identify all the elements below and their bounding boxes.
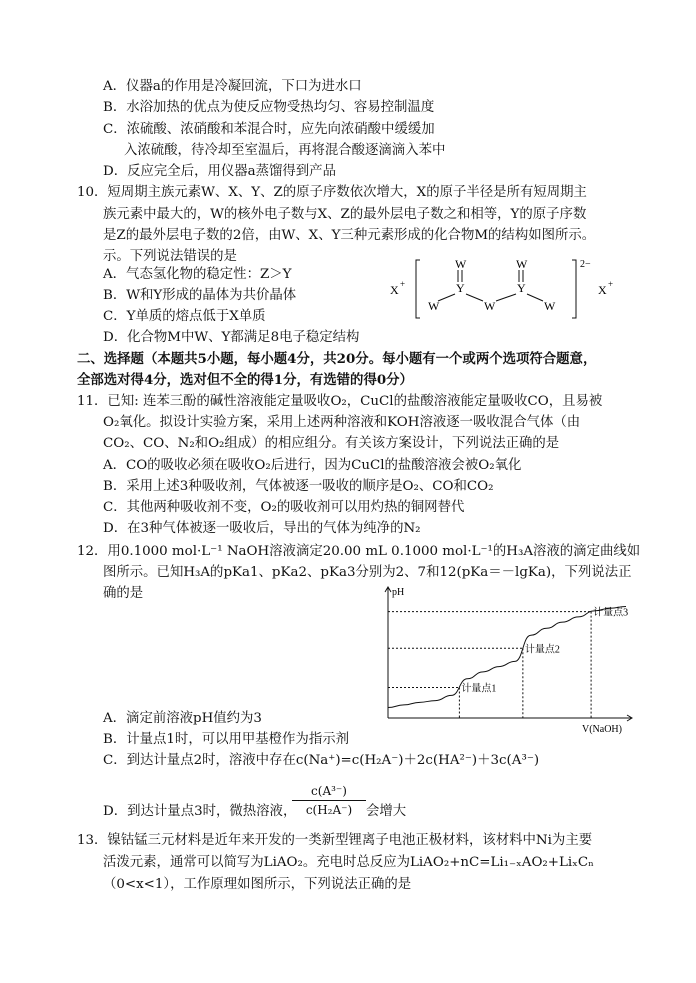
- q13-stem-line2: 活泼元素，通常可以简写为LiAO₂。充电时总反应为LiAO₂+nC=Li₁₋ₓAO₂+LiₓCₙ: [103, 855, 594, 870]
- fraction-numerator: c(A³⁻): [292, 784, 366, 801]
- q11-option-d: D．在3种气体被逐一吸收后，导出的气体为纯净的N₂: [103, 521, 421, 536]
- atom-y-left: Y: [456, 281, 465, 295]
- atom-y-right: Y: [517, 281, 526, 295]
- cation-right: X: [598, 283, 607, 297]
- q9-option-a: A．仪器a的作用是冷凝回流，下口为进水口: [103, 79, 362, 94]
- q9-option-c: C．浓硫酸、浓硝酸和苯混合时，应先向浓硝酸中缓缓加: [103, 122, 435, 137]
- titration-curve: [388, 606, 629, 707]
- bond-y-w-right: [527, 294, 543, 301]
- x-axis-label: V(NaOH): [582, 724, 622, 735]
- q12-stem-line3: 确的是: [103, 586, 144, 601]
- q9-option-c-cont: 入浓硫酸，待冷却至室温后，再将混合酸逐滴滴入苯中: [124, 143, 446, 158]
- compound-m-structure: [386, 256, 626, 326]
- q10-stem-line4: 示。下列说法错误的是: [103, 249, 237, 264]
- equivalence-label-1: 计量点1: [461, 683, 497, 695]
- q12-stem-line1: 12．用0.1000 mol·L⁻¹ NaOH溶液滴定20.00 mL 0.1000 mol·L⁻¹的H₃A溶液的滴定曲线如: [77, 544, 641, 559]
- titration-chart: [378, 586, 638, 735]
- q10-stem-line2: 族元素中最大的，W的核外电子数与X、Z的最外层电子数之和相等，Y的原子序数: [103, 207, 587, 222]
- atom-w-top-left: W: [455, 257, 467, 271]
- q11-option-b: B．采用上述3种吸收剂，气体被逐一吸收的顺序是O₂、CO和CO₂: [103, 479, 494, 494]
- right-bracket: [572, 260, 576, 318]
- y-axis-label: pH: [392, 587, 405, 598]
- q10-option-c: C．Y单质的熔点低于X单质: [103, 309, 266, 324]
- q12-option-d: D．到达计量点3时，微热溶液，: [103, 804, 297, 819]
- q11-option-a: A．CO的吸收必须在吸收O₂后进行，因为CuCl的盐酸溶液会被O₂氧化: [103, 458, 522, 473]
- section2-header-line2: 全部选对得4分，选对但不全的得1分，有选错的得0分）: [77, 372, 413, 388]
- atom-w-bottom-left: W: [428, 299, 440, 313]
- q12-option-b: B．计量点1时，可以用甲基橙作为指示剂: [103, 732, 349, 747]
- q11-stem-line3: CO₂、CO、N₂和O₂组成）的相应组分。有关该方案设计，下列说法正确的是: [103, 436, 560, 451]
- equivalence-label-3: 计量点3: [593, 607, 629, 619]
- q11-stem-line1: 11．已知: 连苯三酚的碱性溶液能定量吸收O₂，CuCl的盐酸溶液能定量吸收CO，且易被: [77, 394, 603, 409]
- q11-stem-line2: O₂氧化。拟设计实验方案，采用上述两种溶液和KOH溶液逐一吸收混合气体（由: [103, 415, 581, 430]
- q12-stem-line2: 图所示。已知H₃A的pKa1、pKa2、pKa3分别为2、7和12(pKa＝－lgKa)，下列说法正: [103, 565, 632, 580]
- left-bracket: [416, 260, 420, 318]
- q9-option-d: D．反应完全后，用仪器a蒸馏得到产品: [103, 164, 336, 179]
- q12-option-c: C．到达计量点2时，溶液中存在c(Na⁺)=c(H₂A⁻)＋2c(HA²⁻)＋3c(A³⁻): [103, 753, 540, 768]
- bond-y-w-left: [438, 294, 455, 301]
- cation-left: X: [390, 283, 399, 297]
- q9-option-b: B．水浴加热的优点为使反应物受热均匀、容易控制温度: [103, 100, 435, 115]
- bond-y-w-bridge-left: [466, 294, 483, 301]
- fraction-denominator: c(H₂A⁻): [305, 803, 353, 817]
- equivalence-label-2: 计量点2: [524, 644, 560, 656]
- q10-option-a: A．气态氢化物的稳定性：Z＞Y: [103, 267, 292, 282]
- anion-charge: 2−: [580, 259, 591, 270]
- atom-w-bottom-right: W: [544, 299, 556, 313]
- q12-option-d-tail: 会增大: [366, 804, 407, 819]
- q10-stem-line3: 是Z的最外层电子数的2倍，由W、X、Y三种元素形成的化合物M的结构如图所示。: [103, 228, 596, 243]
- cation-left-charge: +: [400, 279, 406, 289]
- q10-option-b: B．W和Y形成的晶体为共价晶体: [103, 288, 297, 303]
- bond-w-bridge-y-right: [496, 294, 516, 301]
- q12-option-d-fraction: [292, 784, 366, 817]
- q13-stem-line3: （0<x<1），工作原理如图所示，下列说法正确的是: [103, 877, 412, 892]
- q10-stem-line1: 10．短周期主族元素W、X、Y、Z的原子序数依次增大，X的原子半径是所有短周期主: [77, 185, 587, 200]
- section2-header-line1: 二、选择题（本题共5小题，每小题4分，共20分。每小题有一个或两个选项符合题意，: [77, 351, 597, 367]
- atom-w-bridge: W: [484, 299, 496, 313]
- q11-option-c: C．其他两种吸收剂不变，O₂的吸收剂可以用灼热的铜网替代: [103, 500, 465, 515]
- q13-stem-line1: 13．镍钴锰三元材料是近年来开发的一类新型锂离子电池正极材料，该材料中Ni为主要: [77, 833, 593, 848]
- q12-option-a: A．滴定前溶液pH值约为3: [103, 711, 262, 726]
- atom-w-top-right: W: [516, 257, 528, 271]
- cation-right-charge: +: [608, 279, 614, 289]
- q10-option-d: D．化合物M中W、Y都满足8电子稳定结构: [103, 330, 360, 345]
